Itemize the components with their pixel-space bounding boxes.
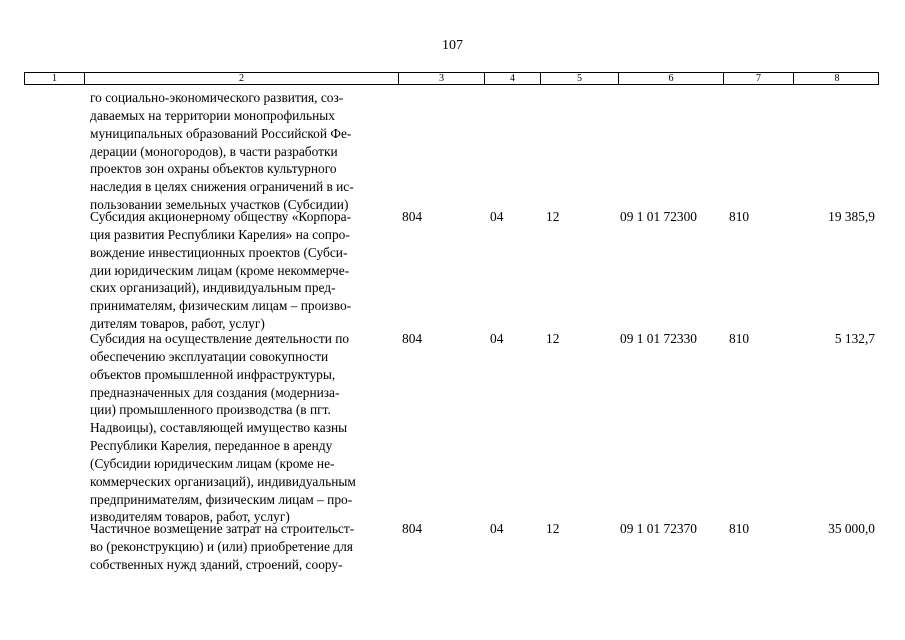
header-col-5: 5	[541, 73, 619, 84]
row-3-c8: 35 000,0	[828, 521, 875, 536]
text-line: вождение инвестиционных проектов (Субси-	[90, 244, 348, 260]
text-line: проектов зон охраны объектов культурного	[90, 161, 337, 177]
row-3-c6: 09 1 01 72370	[620, 521, 697, 536]
text-line: принимателям, физическим лицам – произво-	[90, 298, 352, 314]
header-col-4: 4	[485, 73, 541, 84]
row-1-c8: 19 385,9	[828, 209, 875, 224]
row-2-c5: 12	[546, 331, 560, 346]
row-3-c4: 04	[490, 521, 504, 536]
row-3-c5: 12	[546, 521, 560, 536]
text-line: изводителям товаров, работ, услуг)	[90, 509, 290, 525]
row-2-c7: 810	[729, 331, 750, 346]
row-1-c7: 810	[729, 209, 750, 224]
text-line: Субсидия на осуществление деятельности по	[90, 331, 350, 346]
header-col-8: 8	[834, 73, 840, 84]
row-1-text	[90, 208, 400, 333]
text-line: во (реконструкцию) и (или) приобретение для	[90, 538, 353, 554]
row-3-text	[90, 520, 400, 574]
text-line: собственных нужд зданий, строений, соору-	[90, 556, 343, 572]
row-1-c5: 12	[546, 209, 560, 224]
text-line: предназначенных для создания (модерниза-	[90, 384, 340, 400]
text-line: даваемых на территории монопрофильных	[90, 107, 335, 123]
row-2-c6: 09 1 01 72330	[620, 331, 697, 346]
text-line: ских организаций), индивидуальным пред-	[90, 280, 336, 296]
header-col-6: 6	[619, 73, 724, 84]
text-line: дии юридическим лицам (кроме некоммерче-	[90, 262, 350, 278]
text-line: го социально-экономического развития, соз-	[90, 90, 344, 105]
table-header	[24, 72, 879, 85]
row-1-c3: 804	[402, 209, 423, 224]
header-col-1: 1	[25, 73, 85, 84]
header-col-3: 3	[399, 73, 485, 84]
text-line: предпринимателям, физическим лицам – про-	[90, 491, 353, 507]
text-line: обеспечению эксплуатации совокупности	[90, 348, 329, 364]
text-line: дерации (моногородов), в части разработки	[90, 143, 338, 159]
text-line: Надвоицы), составляющей имущество казны	[90, 420, 348, 436]
text-line: Республики Карелия, переданное в аренду	[90, 438, 333, 454]
row-2-text	[90, 330, 400, 526]
text-line: ция развития Республики Карелия» на сопро-	[90, 226, 350, 242]
page-number: 107	[442, 38, 463, 53]
row-2-c3: 804	[402, 331, 423, 346]
text-line: (Субсидии юридическим лицам (кроме не-	[90, 455, 335, 471]
row-3-c7: 810	[729, 521, 750, 536]
row-3-c3: 804	[402, 521, 423, 536]
text-line: коммерческих организаций), индивидуальным	[90, 473, 356, 489]
row-2-c4: 04	[490, 331, 504, 346]
text-line: пользовании земельных участков (Субсидии)	[90, 197, 349, 213]
row-1-c4: 04	[490, 209, 504, 224]
text-line: Частичное возмещение затрат на строительст-	[90, 521, 355, 536]
header-col-2: 2	[85, 73, 399, 84]
header-col-7: 7	[724, 73, 794, 84]
text-line: объектов промышленной инфраструктуры,	[90, 366, 336, 382]
row-0-text	[90, 89, 400, 214]
text-line: ции) промышленного производства (в пгт.	[90, 402, 331, 418]
text-line: наследия в целях снижения ограничений в ис-	[90, 179, 354, 195]
row-2-c8: 5 132,7	[834, 331, 875, 346]
text-line: Субсидия акционерному обществу «Корпора-	[90, 209, 352, 224]
text-line: муниципальных образований Российской Фе-	[90, 125, 352, 141]
row-1-c6: 09 1 01 72300	[620, 209, 697, 224]
text-line: дителям товаров, работ, услуг)	[90, 316, 265, 332]
